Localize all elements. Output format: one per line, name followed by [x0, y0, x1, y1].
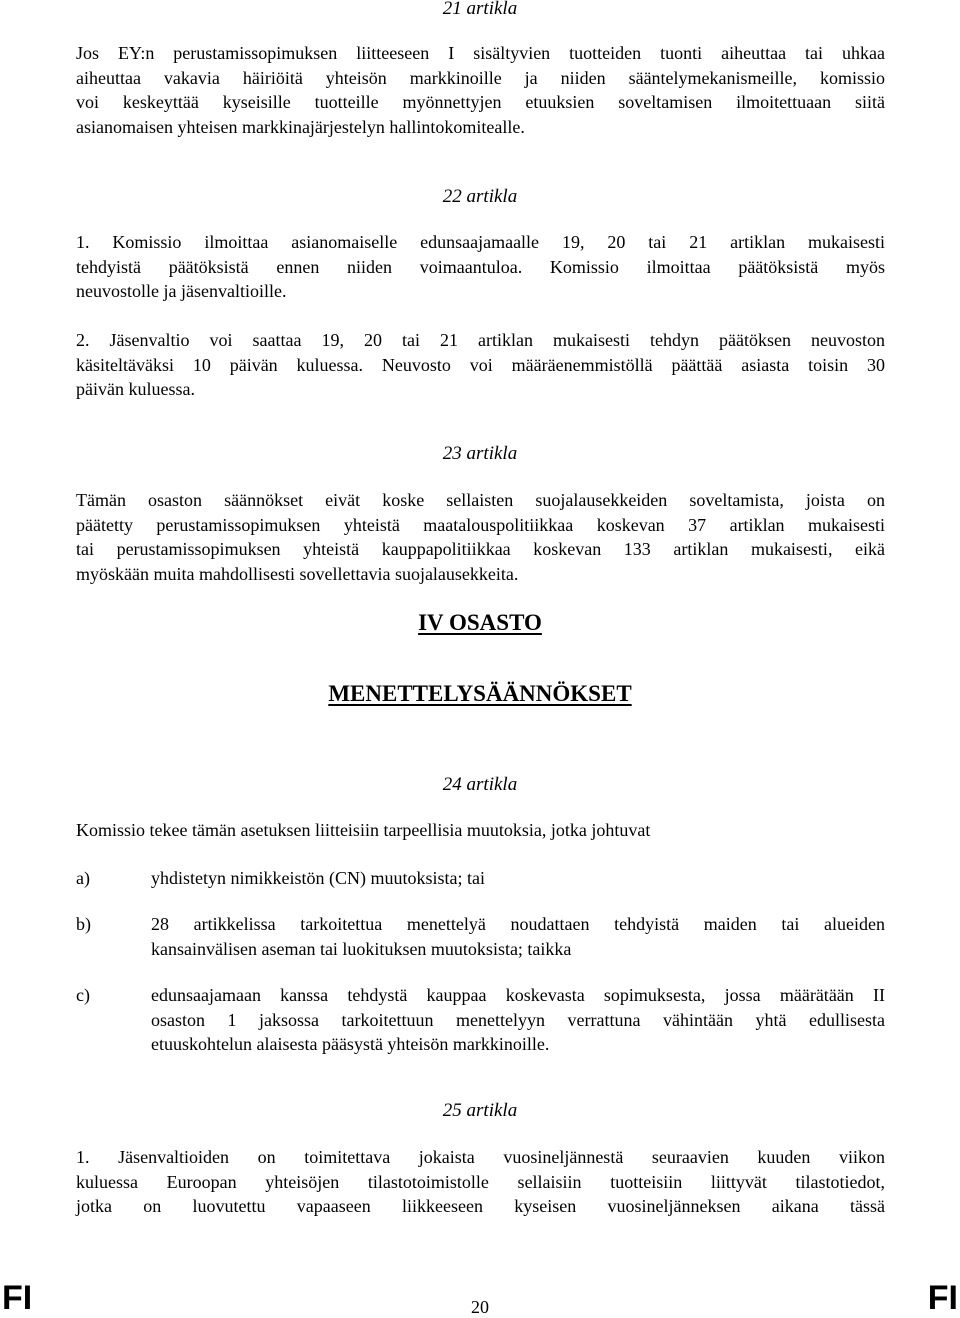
paragraph-line: päivän kuluessa.: [76, 379, 195, 400]
list-marker: b): [76, 914, 91, 934]
article-23-paragraph: [76, 488, 885, 586]
footer-language-code-right: FI: [927, 1279, 958, 1317]
list-item-c: [76, 983, 885, 1058]
paragraph-line: Tämän osaston säännökset eivät koske sellaisten suojalausekkeiden soveltamista, joista on: [76, 490, 885, 510]
paragraph-line: myöskään muita mahdollisesti sovellettavia suojalausekkeita.: [76, 563, 519, 584]
paragraph-line: Jos EY:n perustamissopimuksen liitteeseen I sisältyvien tuotteiden tuonti aiheuttaa tai uhkaa: [76, 43, 885, 63]
article-21-heading: 21 artikla: [442, 0, 518, 19]
list-marker: a): [76, 868, 90, 888]
list-marker: c): [76, 985, 90, 1005]
article-25-heading: 25 artikla: [442, 1100, 518, 1121]
paragraph-line: asianomaisen yhteisen markkinajärjestelyn hallintokomitealle.: [76, 116, 525, 137]
list-item-line: osaston 1 jaksossa tarkoitettuun menettelyyn verrattuna vähintään yhtä edullisesta: [151, 1009, 885, 1030]
article-22-paragraph-1: [76, 230, 885, 304]
list-item-line: 28 artikkelissa tarkoitettua menettelyä noudattaen tehdyistä maiden tai alueiden: [151, 914, 885, 934]
paragraph-line: 1. Jäsenvaltioiden on toimitettava jokaista vuosineljännestä seuraavien kuuden viikon: [76, 1147, 885, 1167]
section-subtitle: MENETTELYSÄÄNNÖKSET: [328, 681, 632, 706]
page-number: 20: [471, 1297, 489, 1317]
paragraph-line: tai perustamissopimuksen yhteistä kauppapolitiikkaa koskevan 133 artiklan mukaisesti, eikä: [76, 539, 885, 560]
list-item-line: edunsaajamaan kanssa tehdystä kauppaa koskevasta sopimuksesta, jossa määrätään II: [151, 985, 885, 1005]
article-22-heading: 22 artikla: [442, 186, 518, 207]
article-23-heading: 23 artikla: [442, 443, 518, 464]
paragraph-line: käsiteltäväksi 10 päivän kuluessa. Neuvosto voi määräenemmistöllä päättää asiasta toisin 30: [76, 354, 885, 375]
list-item-b: [76, 912, 885, 962]
article-21-paragraph: [76, 41, 885, 139]
paragraph-line: 1. Komissio ilmoittaa asianomaiselle edunsaajamaalle 19, 20 tai 21 artiklan mukaisesti: [76, 232, 885, 252]
paragraph-line: Komissio tekee tämän asetuksen liitteisiin tarpeellisia muutoksia, jotka johtuvat: [76, 820, 651, 840]
list-item-text: [151, 912, 885, 961]
section-title: IV OSASTO: [418, 610, 542, 635]
paragraph-line: aiheuttaa vakavia häiriöitä yhteisön markkinoille ja niiden sääntelymekanismeille, komissio: [76, 67, 885, 88]
list-item-line: kansainvälisen aseman tai luokituksen muutoksista; taikka: [151, 938, 572, 959]
article-24-intro: [76, 818, 885, 843]
paragraph-line: voi keskeyttää kyseisille tuotteille myönnettyjen etuuksien soveltamisen ilmoitettuaan siitä: [76, 92, 885, 113]
article-24-heading: 24 artikla: [442, 774, 518, 795]
article-25-paragraph: [76, 1145, 885, 1219]
paragraph-line: kuluessa Euroopan yhteisöjen tilastotoimistolle sellaisiin tuotteisiin liittyvät tilastotiedot,: [76, 1171, 885, 1192]
paragraph-line: tehdyistä päätöksistä ennen niiden voimaantuloa. Komissio ilmoittaa päätöksistä myös: [76, 256, 885, 277]
list-item-text: [151, 866, 885, 891]
article-22-paragraph-2: [76, 328, 885, 402]
list-item-text: [151, 983, 885, 1057]
paragraph-line: 2. Jäsenvaltio voi saattaa 19, 20 tai 21 artiklan mukaisesti tehdyn päätöksen neuvoston: [76, 330, 885, 350]
paragraph-line: päätetty perustamissopimuksen yhteistä maatalouspolitiikkaa koskevan 37 artiklan mukaisesti: [76, 514, 885, 535]
paragraph-line: neuvostolle ja jäsenvaltioille.: [76, 281, 287, 302]
list-item-a: [76, 866, 885, 891]
list-item-line: yhdistetyn nimikkeistön (CN) muutoksista; tai: [151, 868, 485, 888]
list-item-line: etuuskohtelun alaisesta pääsystä yhteisön markkinoille.: [151, 1034, 550, 1055]
paragraph-line: jotka on luovutettu vapaaseen liikkeeseen kyseisen vuosineljänneksen aikana tässä: [76, 1196, 885, 1217]
footer-language-code-left: FI: [2, 1279, 33, 1317]
